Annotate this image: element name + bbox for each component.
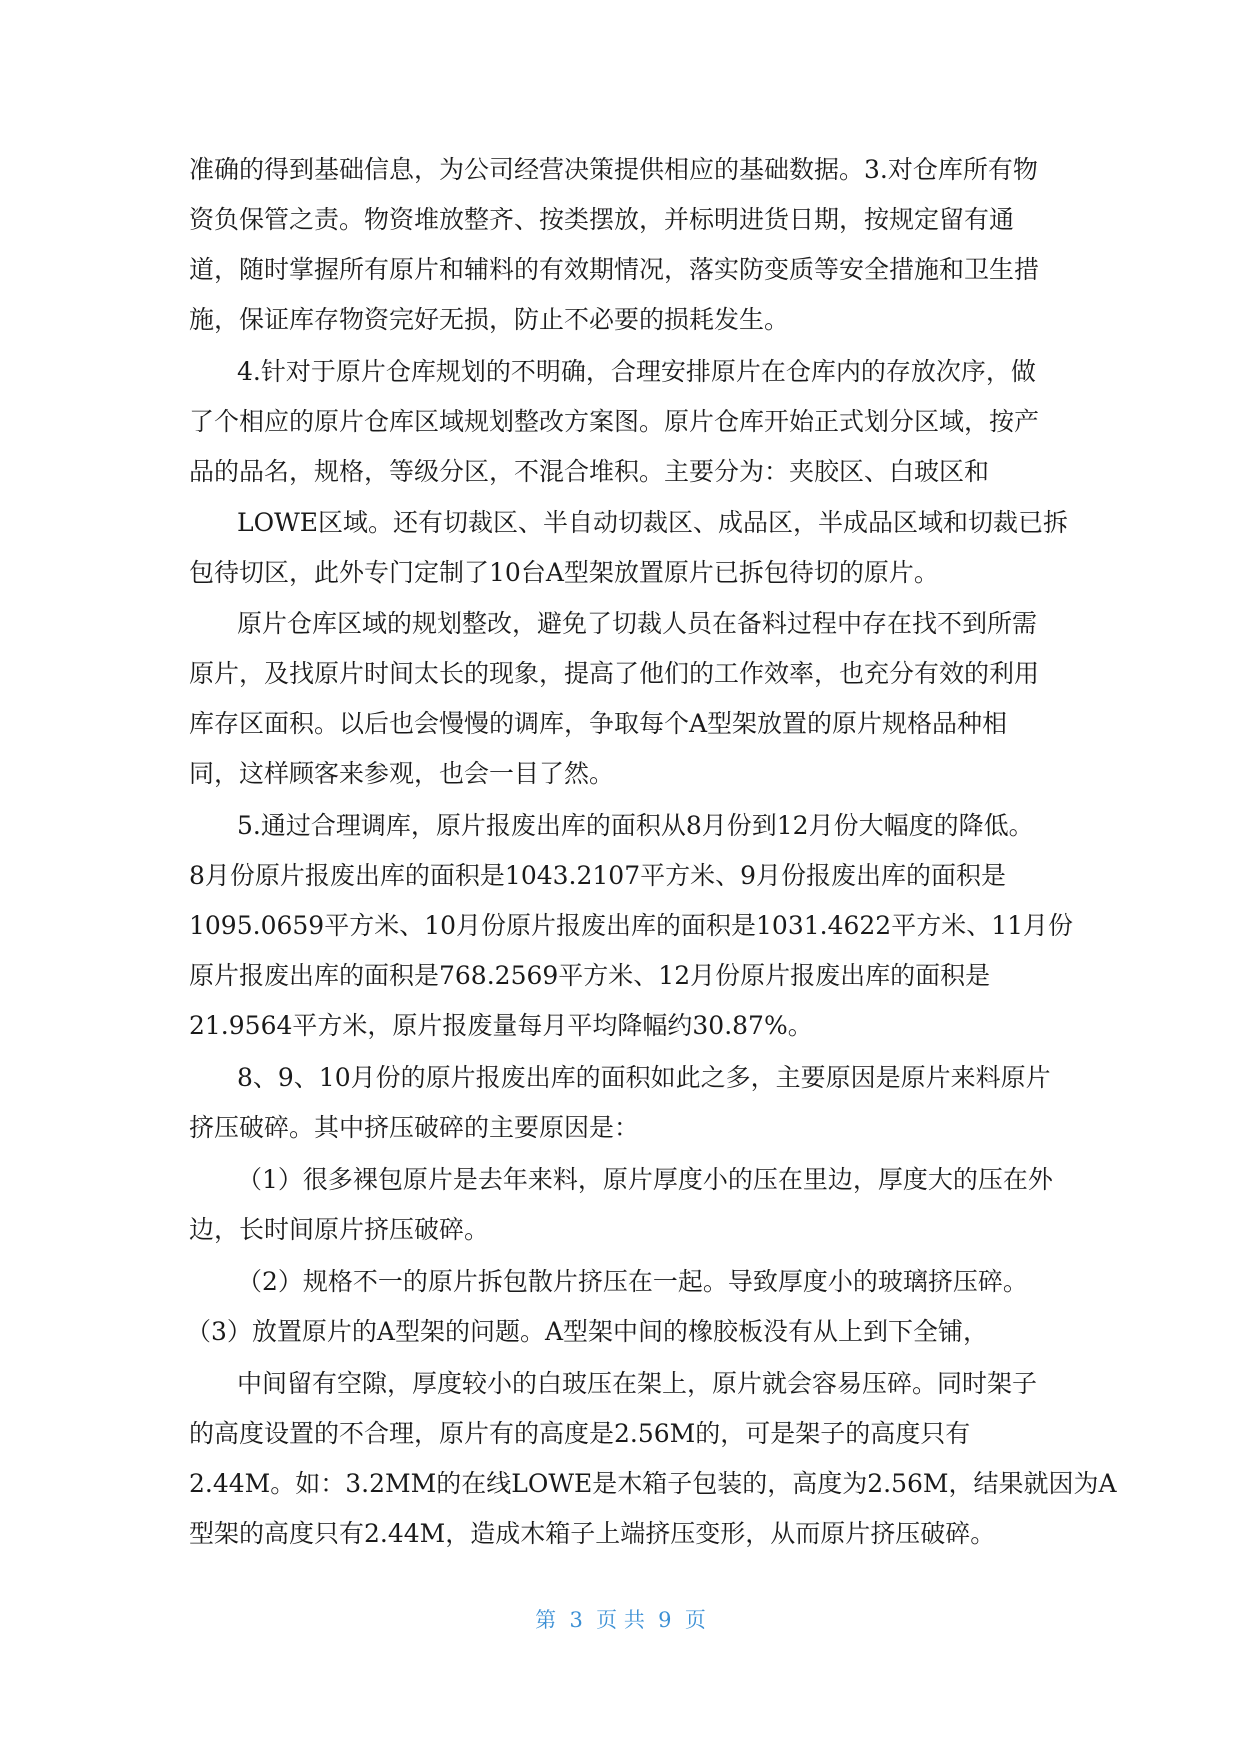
paragraph-line: 4.针对于原片仓库规划的不明确，合理安排原片在仓库内的存放次序，做 — [237, 357, 1036, 386]
paragraph-line: 的高度设置的不合理，原片有的高度是2.56M的，可是架子的高度只有 — [189, 1419, 971, 1448]
paragraph-line: 库存区面积。以后也会慢慢的调库，争取每个A型架放置的原片规格品种相 — [189, 709, 1008, 738]
paragraph-line: （3）放置原片的A型架的问题。A型架中间的橡胶板没有从上到下全铺， — [186, 1317, 989, 1346]
paragraph-line: 品的品名，规格，等级分区，不混合堆积。主要分为：夹胶区、白玻区和 — [189, 457, 990, 486]
paragraph-line: 准确的得到基础信息，为公司经营决策提供相应的基础数据。3.对仓库所有物 — [189, 155, 1038, 184]
paragraph-line: 1095.0659平方米、10月份原片报废出库的面积是1031.4622平方米、11月份 — [189, 911, 1074, 940]
page-number-footer: 第 3 页 共 9 页 — [535, 1608, 706, 1632]
paragraph-line: （1）很多裸包原片是去年来料，原片厚度小的压在里边，厚度大的压在外 — [237, 1165, 1053, 1194]
paragraph-line: 包待切区，此外专门定制了10台A型架放置原片已拆包待切的原片。 — [189, 558, 939, 587]
paragraph-line: 边，长时间原片挤压破碎。 — [189, 1215, 490, 1244]
paragraph-line: 2.44M。如：3.2MM的在线LOWE是木箱子包装的，高度为2.56M，结果就因为A — [189, 1469, 1117, 1498]
paragraph-line: 21.9564平方米，原片报废量每月平均降幅约30.87%。 — [189, 1011, 813, 1040]
paragraph-line: 了个相应的原片仓库区域规划整改方案图。原片仓库开始正式划分区域，按产 — [189, 407, 1040, 436]
paragraph-line: 资负保管之责。物资堆放整齐、按类摆放，并标明进货日期，按规定留有通 — [189, 205, 1015, 234]
paragraph-line: 8、9、10月份的原片报废出库的面积如此之多，主要原因是原片来料原片 — [237, 1063, 1051, 1092]
paragraph-line: 原片，及找原片时间太长的现象，提高了他们的工作效率，也充分有效的利用 — [189, 659, 1040, 688]
paragraph-line: 型架的高度只有2.44M，造成木箱子上端挤压变形，从而原片挤压破碎。 — [189, 1519, 996, 1548]
paragraph-line: 挤压破碎。其中挤压破碎的主要原因是： — [189, 1113, 640, 1142]
paragraph-line: 8月份原片报废出库的面积是1043.2107平方米、9月份报废出库的面积是 — [189, 861, 1007, 890]
paragraph-line: 道，随时掌握所有原片和辅料的有效期情况，落实防变质等安全措施和卫生措 — [189, 255, 1040, 284]
paragraph-line: 施，保证库存物资完好无损，防止不必要的损耗发生。 — [189, 305, 790, 334]
paragraph-line: （2）规格不一的原片拆包散片挤压在一起。导致厚度小的玻璃挤压碎。 — [237, 1267, 1028, 1296]
paragraph-line: 原片报废出库的面积是768.2569平方米、12月份原片报废出库的面积是 — [189, 961, 991, 990]
paragraph-line: 原片仓库区域的规划整改，避免了切裁人员在备料过程中存在找不到所需 — [237, 609, 1038, 638]
paragraph-line: 同，这样顾客来参观，也会一目了然。 — [189, 759, 615, 788]
paragraph-line: 中间留有空隙，厚度较小的白玻压在架上，原片就会容易压碎。同时架子 — [237, 1369, 1038, 1398]
paragraph-line: LOWE区域。还有切裁区、半自动切裁区、成品区，半成品区域和切裁已拆 — [237, 508, 1069, 537]
paragraph-line: 5.通过合理调库，原片报废出库的面积从8月份到12月份大幅度的降低。 — [237, 811, 1034, 840]
